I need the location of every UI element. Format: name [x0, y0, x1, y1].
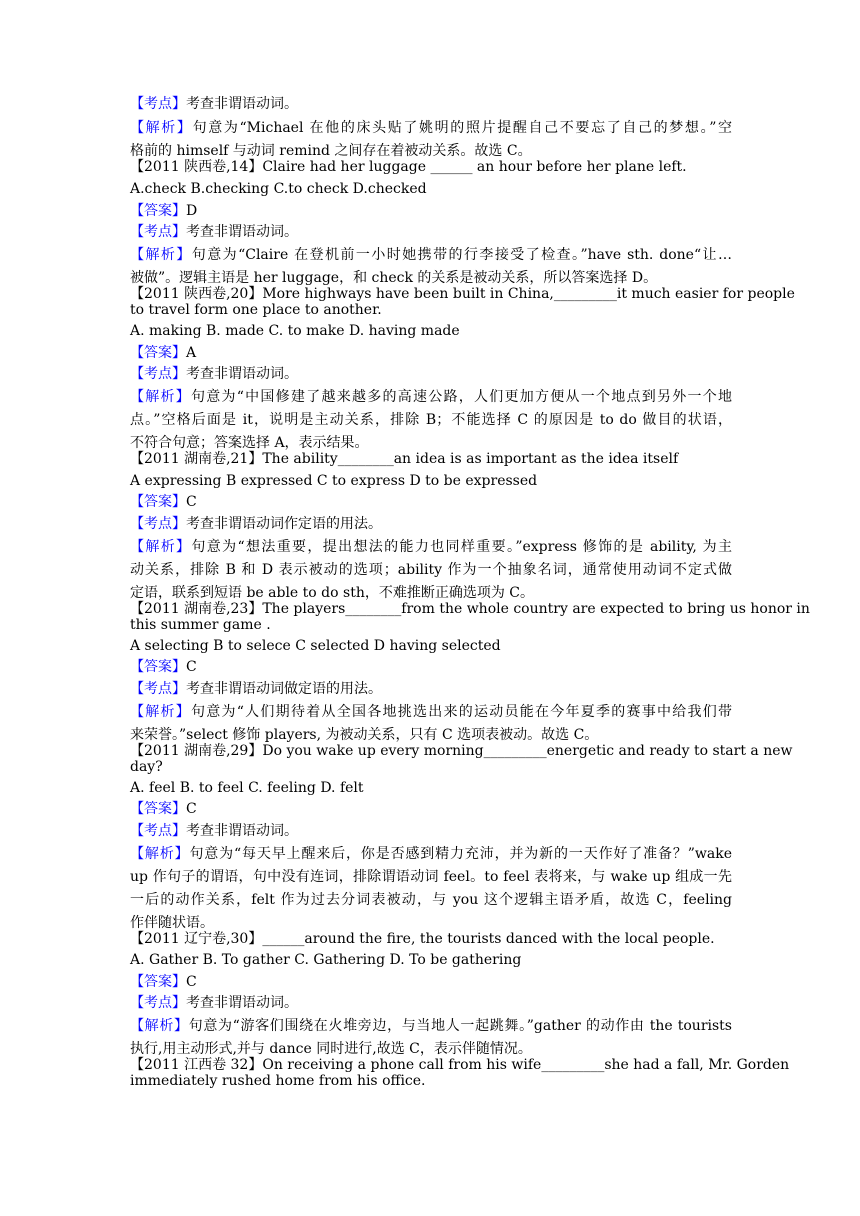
text-line	[130, 159, 732, 175]
line-text: 句意为“Michael 在他的床头贴了姚明的照片提醒自己不要忘了自己的梦想。”空	[192, 120, 733, 136]
tag-analysis: 【解析】	[130, 247, 192, 263]
tag-point: 【考点】	[130, 995, 186, 1011]
text-line	[130, 743, 793, 759]
line-text: D	[186, 203, 198, 219]
text-line	[130, 1041, 732, 1057]
text-line	[130, 727, 732, 743]
tag-analysis: 【解析】	[130, 704, 192, 720]
tag-analysis: 【解析】	[130, 1018, 189, 1034]
text-line	[130, 931, 732, 947]
text-line	[130, 915, 732, 931]
text-line	[130, 892, 732, 908]
tag-point: 【考点】	[130, 681, 186, 697]
line-text: 考查非谓语动词。	[186, 96, 298, 112]
line-analysis	[130, 389, 732, 405]
text-line	[130, 585, 732, 601]
text-line	[130, 617, 732, 633]
line-text: this summer game .	[130, 617, 271, 633]
tag-answer: 【答案】	[130, 345, 186, 361]
line-text: 【2011 辽宁卷,30】______around the fire, the tourists danced with the local people.	[130, 931, 715, 947]
line-text: 句意为“Claire 在登机前一小时她携带的行李接受了检查。”have sth. done“让…	[191, 247, 732, 263]
line-text: A.check B.checking C.to check D.checked	[130, 181, 427, 197]
line-point	[130, 681, 732, 697]
line-text: 考查非谓语动词。	[186, 366, 298, 382]
tag-point: 【考点】	[130, 823, 186, 839]
text-line	[130, 1057, 790, 1073]
line-text: 考查非谓语动词作定语的用法。	[186, 516, 382, 532]
line-point	[130, 96, 732, 112]
text-line	[130, 1073, 732, 1089]
tag-answer: 【答案】	[130, 494, 186, 510]
line-text: 来荣誉。”select 修饰 players, 为被动关系，只有 C 选项表被动。故选 C。	[130, 727, 599, 743]
text-line	[130, 638, 732, 654]
line-point	[130, 995, 732, 1011]
line-text: 【2011 湖南卷,23】The players________from the whole country are expected to bring us honor in	[130, 601, 810, 617]
text-line	[130, 451, 732, 467]
text-line	[130, 286, 795, 302]
line-answer	[130, 345, 732, 361]
line-answer	[130, 974, 732, 990]
line-answer	[130, 203, 732, 219]
line-text: 考查非谓语动词做定语的用法。	[186, 681, 382, 697]
line-answer	[130, 494, 732, 510]
text-line	[130, 435, 732, 451]
tag-point: 【考点】	[130, 96, 186, 112]
tag-answer: 【答案】	[130, 659, 186, 675]
tag-point: 【考点】	[130, 366, 186, 382]
line-text: 定语，联系到短语 be able to do sth，不难推断正确选项为 C。	[130, 585, 535, 601]
line-answer	[130, 801, 732, 817]
line-point	[130, 224, 732, 240]
text-line	[130, 780, 732, 796]
line-text: 【2011 湖南卷,21】The ability________an idea is as important as the idea itself	[130, 451, 679, 467]
line-text: A. Gather B. To gather C. Gathering D. To be gathering	[130, 952, 522, 968]
line-point	[130, 366, 732, 382]
line-text: 考查非谓语动词。	[186, 995, 298, 1011]
line-text: C	[186, 659, 197, 675]
line-text: A selecting B to selece C selected D having selected	[130, 638, 501, 654]
line-text: 句意为“中国修建了越来越多的高速公路，人们更加方便从一个地点到另外一个地	[191, 389, 733, 405]
line-text: 作伴随状语。	[130, 915, 214, 931]
line-text: 考查非谓语动词。	[186, 823, 298, 839]
tag-point: 【考点】	[130, 516, 186, 532]
line-answer	[130, 659, 732, 675]
text-line	[130, 601, 810, 617]
line-text: C	[186, 974, 197, 990]
line-text: 点。”空格后面是 it，说明是主动关系，排除 B；不能选择 C 的原因是 to do 做目的状语，	[130, 412, 732, 428]
line-text: 句意为“人们期待着从全国各地挑选出来的运动员能在今年夏季的赛事中给我们带	[191, 704, 733, 720]
text-line	[130, 323, 732, 339]
line-text: 句意为“游客们围绕在火堆旁边，与当地人一起跳舞。”gather 的动作由 the tourists	[188, 1018, 732, 1034]
line-text: A	[186, 345, 197, 361]
text-line	[130, 270, 732, 286]
text-line	[130, 181, 732, 197]
line-text: to travel form one place to another.	[130, 302, 382, 318]
line-analysis	[130, 846, 732, 862]
tag-point: 【考点】	[130, 224, 186, 240]
text-line	[130, 869, 732, 885]
line-point	[130, 823, 732, 839]
tag-analysis: 【解析】	[130, 120, 193, 136]
text-line	[130, 562, 732, 578]
line-text: 不符合句意；答案选择 A，表示结果。	[130, 435, 369, 451]
line-analysis	[130, 247, 732, 263]
line-text: 【2011 陕西卷,20】More highways have been built in China,_________it much easier for people	[130, 286, 795, 302]
line-analysis	[130, 704, 732, 720]
line-text: 一后的动作关系，felt 作为过去分词表被动，与 you 这个逻辑主语矛盾，故选 C，feeling	[130, 892, 732, 908]
line-text: up 作句子的谓语，句中没有连词，排除谓语动词 feel。to feel 表将来，与 wake up 组成一先	[130, 869, 732, 885]
line-text: C	[186, 801, 197, 817]
text-line	[130, 143, 732, 159]
tag-analysis: 【解析】	[130, 539, 192, 555]
line-text: 执行,用主动形式,并与 dance 同时进行,故选 C，表示伴随情况。	[130, 1041, 532, 1057]
line-text: immediately rushed home from his office.	[130, 1073, 426, 1089]
line-text: A expressing B expressed C to express D to be expressed	[130, 473, 538, 489]
text-line	[130, 473, 732, 489]
line-text: day?	[130, 759, 163, 775]
line-text: 【2011 陕西卷,14】Claire had her luggage ______ an hour before her plane left.	[130, 159, 687, 175]
line-text: 考查非谓语动词。	[186, 224, 298, 240]
line-text: 【2011 江西卷 32】On receiving a phone call from his wife_________she had a fall, Mr. Gorden	[130, 1057, 790, 1073]
tag-answer: 【答案】	[130, 203, 186, 219]
line-point	[130, 516, 732, 532]
line-text: C	[186, 494, 197, 510]
line-text: 句意为“每天早上醒来后，你是否感到精力充沛，并为新的一天作好了准备？”wake	[189, 846, 732, 862]
line-text: 动关系，排除 B 和 D 表示被动的选项；ability 作为一个抽象名词，通常使用动词不定式做	[130, 562, 732, 578]
tag-answer: 【答案】	[130, 801, 186, 817]
line-analysis	[130, 120, 732, 136]
tag-analysis: 【解析】	[130, 846, 190, 862]
tag-analysis: 【解析】	[130, 389, 192, 405]
line-text: A. making B. made C. to make D. having made	[130, 323, 460, 339]
line-text: A. feel B. to feel C. feeling D. felt	[130, 780, 364, 796]
line-text: 句意为“想法重要，提出想法的能力也同样重要。”express 修饰的是 ability, 为主	[191, 539, 733, 555]
tag-answer: 【答案】	[130, 974, 186, 990]
text-line	[130, 952, 732, 968]
line-text: 被做”。逻辑主语是 her luggage，和 check 的关系是被动关系，所以答案选择 D。	[130, 270, 658, 286]
line-text: 【2011 湖南卷,29】Do you wake up every morning_________energetic and ready to start a new	[130, 743, 793, 759]
text-line	[130, 759, 732, 775]
text-line	[130, 412, 732, 428]
line-analysis	[130, 539, 732, 555]
line-text: 格前的 himself 与动词 remind 之间存在着被动关系。故选 C。	[130, 143, 532, 159]
line-analysis	[130, 1018, 732, 1034]
text-line	[130, 302, 732, 318]
